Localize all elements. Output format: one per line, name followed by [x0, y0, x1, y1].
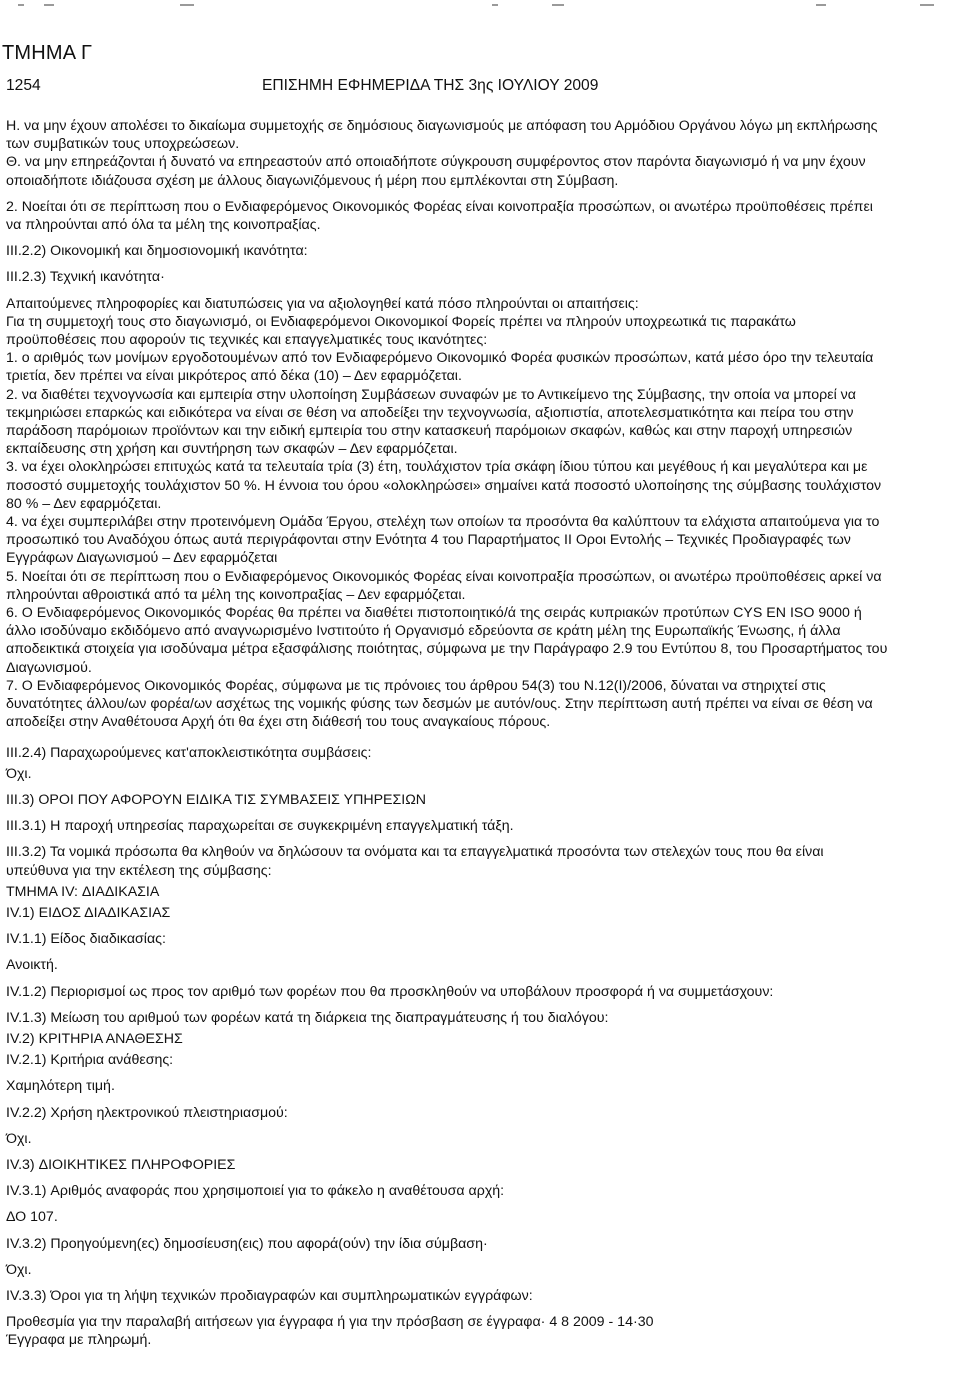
paragraph: Η. να μην έχουν απολέσει το δικαίωμα συμμετοχής σε δημόσιους διαγωνισμούς με απόφαση του Αρμόδιου Οργάνου λόγω μη εκπλήρωσης των συμβατικών τους υποχρεώσεων.	[6, 118, 878, 153]
paragraph: 5. Νοείται ότι σε περίπτωση που ο Ενδιαφερόμενος Οικονομικός Φορέας είναι κοινοπραξία προσώπων, οι ανωτέρω προϋποθέσεις αρκεί να πληρούνται αθροιστικά από τα μέλη της κοινοπραξίας – Δεν εφαρμόζεται.	[6, 568, 882, 603]
paragraph: ΙΙΙ.2.4) Παραχωρούμενες κατ'αποκλειστικότητα συμβάσεις:	[6, 744, 372, 761]
gazette-page	[0, 42, 950, 1350]
body-text	[6, 117, 890, 1350]
paragraph: ΙΙΙ.2.2) Οικονομική και δημοσιονομική ικανότητα:	[6, 243, 308, 260]
paragraph: Θ. να μην επηρεάζονται ή δυνατό να επηρεαστούν από οποιαδήποτε σύγκρουση συμφέροντος στον παρόντα διαγωνισμό ή να μην έχουν οποιαδήποτε ιδιάζουσα σχέση με άλλους διαγωνιζόμενους ή μέρη που εμπλέκονται στη Σύμβαση.	[6, 154, 866, 189]
paragraph: Όχι.	[6, 1261, 32, 1278]
paragraph: ΙV.1.2) Περιορισμοί ως προς τον αριθμό των φορέων που θα προσκληθούν να υποβάλουν προσφορά ή να συμμετάσχουν:	[6, 983, 774, 1000]
paragraph: ΙΙΙ.3.1) Η παροχή υπηρεσίας παραχωρείται σε συγκεκριμένη επαγγελματική τάξη.	[6, 818, 514, 835]
paragraph: Προθεσμία για την παραλαβή αιτήσεων για έγγραφα ή για την πρόσβαση σε έγγραφα· 4 8 2009 - 14·30	[6, 1314, 654, 1331]
paragraph: ΙV.1.3) Μείωση του αριθμού των φορέων κατά τη διάρκεια της διαπραγμάτευσης ή του διαλόγου:	[6, 1009, 609, 1026]
scan-speck	[18, 4, 24, 6]
scan-speck	[44, 4, 54, 6]
paragraph: ΙV.2) ΚΡΙΤΗΡΙΑ ΑΝΑΘΕΣΗΣ	[6, 1030, 183, 1047]
paragraph: 3. να έχει ολοκληρώσει επιτυχώς κατά τα τελευταία τρία (3) έτη, τουλάχιστον τρία σκάφη ίδιου τύπου και μεγέθους ή και μεγαλύτερα και με ποσοστό συμμετοχής τουλάχιστον 50 %. Η έννοια του όρου «ολοκληρώσει» σημαίνει κατά ποσοστό υλοποίησης της σύμβασης τουλάχιστον 80 % – Δεν εφαρμόζεται.	[6, 459, 882, 512]
paragraph: 4. να έχει συμπεριλάβει στην προτεινόμενη Ομάδα Έργου, στελέχη των οποίων τα προσόντα θα καλύπτουν τα ελάχιστα απαιτούμενα για το προσωπικό του Αναδόχου όπως αυτά περιγράφονται στην Ενότητα 4 του Παραρτήματος ΙΙ Οροι Εντολής – Τεχνικές Προδιαγραφές των Εγγράφων Διαγωνισμού – Δεν εφαρμόζεται	[6, 514, 880, 567]
paragraph: ΙV.1.1) Είδος διαδικασίας:	[6, 931, 166, 948]
section-heading: ΤΜΗΜΑ Γ	[2, 42, 93, 64]
paragraph: ΙV.2.1) Κριτήρια ανάθεσης:	[6, 1052, 174, 1069]
scan-speck	[816, 4, 826, 6]
paragraph: Έγγραφα με πληρωμή.	[6, 1332, 152, 1349]
paragraph: 2. Νοείται ότι σε περίπτωση που ο Ενδιαφερόμενος Οικονομικός Φορέας είναι κοινοπραξία προσώπων, οι ανωτέρω προϋποθέσεις πρέπει να πληρούνται από όλα τα μέλη της κοινοπραξίας.	[6, 198, 873, 234]
paragraph: ΙV.3) ΔΙΟΙΚΗΤΙΚΕΣ ΠΛΗΡΟΦΟΡΙΕΣ	[6, 1156, 236, 1173]
paragraph: ΙV.3.2) Προηγούμενη(ες) δημοσίευση(εις) που αφορά(ούν) την ίδια σύμβαση·	[6, 1235, 488, 1252]
paragraph: Όχι.	[6, 765, 32, 782]
paragraph: ΤΜΗΜΑ ΙV: ΔΙΑΔΙΚΑΣΙΑ	[6, 883, 160, 900]
paragraph: ΔΟ 107.	[6, 1209, 58, 1226]
scan-speck	[920, 4, 934, 6]
paragraph: ΙV.2.2) Χρήση ηλεκτρονικού πλειστηριασμού:	[6, 1104, 288, 1121]
paragraph: 6. Ο Ενδιαφερόμενος Οικονομικός Φορέας θα πρέπει να διαθέτει πιστοποιητικό/ά της σειράς κυπριακών προτύπων CYS EN ISO 9000 ή άλλο ισοδύναμο εκδιδόμενο από αναγνωρισμένο Ινστιτούτο ή Οργανισμό εδρεύοντα σε κράτη μέλη της Ευρωπαϊκής Ένωσης, ή άλλα αποδεικτικά στοιχεία για ισοδύναμα μέτρα εξασφάλισης ποιότητας, σύμφωνα με την Παράγραφο 2.9 του Εντύπου 8, του Προσαρτήματος του Διαγωνισμού.	[6, 605, 888, 676]
paragraph: 7. Ο Ενδιαφερόμενος Οικονομικός Φορέας, σύμφωνα με τις πρόνοιες του άρθρου 54(3) του Ν.12(Ι)/2006, δύναται να στηριχτεί στις δυνατότητες άλλου/ων φορέα/ων ασχέτως της νομικής φύσης των δεσμών με αυτόν/ους. Στην περίπτωση αυτή πρέπει να είναι σε θέση να αποδείξει στην Αναθέτουσα Αρχή ότι θα έχει στη διάθεσή του τους αναγκαίους πόρους.	[6, 677, 873, 731]
paragraph: ΙV.1) ΕΙΔΟΣ ΔΙΑΔΙΚΑΣΙΑΣ	[6, 904, 171, 921]
gazette-title: ΕΠΙΣΗΜΗ ΕΦΗΜΕΡΙΔΑ ΤΗΣ 3ης ΙΟΥΛΙΟΥ 2009	[262, 77, 599, 94]
scan-speck	[492, 4, 498, 6]
paragraph: Χαμηλότερη τιμή.	[6, 1078, 115, 1095]
running-header	[6, 76, 950, 96]
scan-speck	[180, 4, 194, 6]
paragraph: ΙΙΙ.3.2) Τα νομικά πρόσωπα θα κληθούν να δηλώσουν τα ονόματα και τα επαγγελματικά προσόντα των στελεχών τους που θα είναι υπεύθυνα για την εκτέλεση της σύμβασης:	[6, 844, 824, 879]
paragraph: Για τη συμμετοχή τους στο διαγωνισμό, οι Ενδιαφερόμενοι Οικονομικοί Φορείς πρέπει να πληρούν υποχρεωτικά τις παρακάτω προϋποθέσεις που αφορούν τις τεχνικές και επαγγελματικές τους ικανότητες:	[6, 313, 796, 349]
scan-artifacts	[0, 0, 960, 14]
paragraph: ΙΙΙ.3) ΟΡΟΙ ΠΟΥ ΑΦΟΡΟΥΝ ΕΙΔΙΚΑ ΤΙΣ ΣΥΜΒΑΣΕΙΣ ΥΠΗΡΕΣΙΩΝ	[6, 791, 427, 808]
paragraph: ΙΙΙ.2.3) Τεχνική ικανότητα·	[6, 269, 165, 286]
paragraph: Όχι.	[6, 1130, 32, 1147]
paragraph: ΙV.3.3) Όροι για τη λήψη τεχνικών προδιαγραφών και συμπληρωματικών εγγράφων:	[6, 1287, 533, 1304]
paragraph: 1. ο αριθμός των μονίμων εργοδοτουμένων από τον Ενδιαφερόμενο Οικονομικό Φορέα φυσικών προσώπων, κατά μέσο όρο την τελευταία τριετία, δεν πρέπει να είναι μικρότερος από δέκα (10) – Δεν εφαρμόζεται.	[6, 350, 874, 385]
page-number: 1254	[6, 77, 41, 94]
paragraph: ΙV.3.1) Αριθμός αναφοράς που χρησιμοποιεί για το φάκελο η αναθέτουσα αρχή:	[6, 1183, 505, 1200]
scan-speck	[552, 4, 564, 6]
paragraph: 2. να διαθέτει τεχνογνωσία και εμπειρία στην υλοποίηση Συμβάσεων συναφών με το Αντικείμενο της Σύμβασης, την οποία να μπορεί να τεκμηριώσει επαρκώς και ειδικότερα να είναι σε θέση να αποδείξει την τεχνογνωσία, αξιοπιστία, αποτελεσματικότητα και πείρα του στην παράδοση παρόμοιων προϊόντων και την ειδική εμπειρία του στην κατασκευή παρόμοιων σκαφών, καθώς και στην παροχή υπηρεσιών εκπαίδευσης στη χρήση και συντήρηση των σκαφών – Δεν εφαρμόζεται.	[6, 386, 856, 458]
paragraph: Ανοικτή.	[6, 957, 58, 974]
paragraph: Απαιτούμενες πληροφορίες και διατυπώσεις για να αξιολογηθεί κατά πόσο πληρούνται οι απαιτήσεις:	[6, 295, 639, 312]
